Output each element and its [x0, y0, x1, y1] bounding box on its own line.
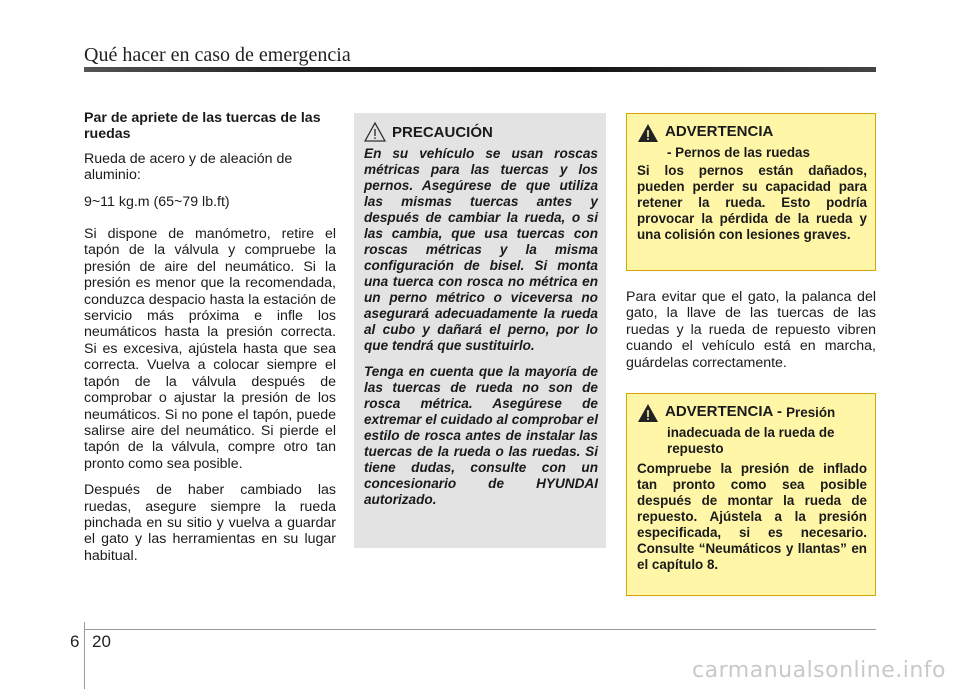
caution-triangle-icon [364, 122, 386, 142]
watermark: carmanualsonline.info [692, 658, 946, 683]
footer-rule [84, 629, 876, 630]
section-number: 6 [70, 632, 80, 651]
warning2-title-text: ADVERTENCIA - [665, 403, 782, 420]
warning-box-spare-pressure [626, 393, 876, 596]
warning2-text: Compruebe la presión de inflado tan pronto como sea posible después de montar la rueda de repuesto. Ajústela a la presión especificada, si es necesario. Consulte “Neumáticos y llantas” en el capítulo 8. [637, 461, 867, 572]
stow-paragraph: Después de haber cambiado las ruedas, asegure siempre la rueda pinchada en su sitio y vuelva a guardar el gato y las herramientas en su lugar habitual. [84, 482, 336, 564]
wheel-type: Rueda de acero y de aleación de aluminio: [84, 150, 293, 184]
warning2-title-suffix: Presión [786, 405, 836, 420]
warning-triangle-icon [637, 403, 659, 423]
warning1-title [637, 123, 867, 143]
pressure-paragraph: Si dispone de manómetro, retire el tapón de la válvula y compruebe la presión de aire del neumático. Si la presión es menor que la recomendada, conduzca despacio hasta la estación de servicio más próxima e infle los neumáticos hasta la presión correcta. Si es excesiva, ajústela hasta que sea correcta. Vuelva a colocar siempre el tapón de la válvula después de comprobar o ajustar la presión de los neumáticos. Si no pone el tapón, puede salirse aire del neumático. Si pierde el tapón de la válvula, compre otro tan pronto como sea posible. [84, 226, 336, 472]
torque-heading: Par de apriete de las tuercas de las ruedas [84, 110, 321, 143]
warning2-title [637, 403, 867, 423]
warning2-subtitle: inadecuada de la rueda de repuesto [667, 425, 835, 456]
warning-box-wheel-bolts [626, 113, 876, 271]
torque-value: 9~11 kg.m (65~79 lb.ft) [84, 193, 230, 210]
footer-divider [84, 622, 85, 689]
caution-title-text: PRECAUCIÓN [392, 123, 493, 141]
left-column [84, 110, 336, 574]
caution-paragraph-1: En su vehículo se usan roscas métricas para las tuercas y los pernos. Asegúrese de que utiliza las mismas tuercas antes y después de cambiar la rueda, o si las cambia, que usa tuercas con roscas métricas y la misma configuración de bisel. Si monta una tuerca con rosca no métrica en un perno métrico o viceversa no asegurará adecuadamente la rueda al cubo y dañará el perno, por lo que tendrá que sustituirlo. [364, 146, 598, 353]
warning1-text: Si los pernos están dañados, pueden perder su capacidad para retener la rueda. Esto podría provocar la pérdida de la rueda y una colisión con lesiones graves. [637, 163, 867, 242]
caution-box [354, 113, 606, 548]
warning1-title-text: ADVERTENCIA [665, 123, 774, 140]
stow-jack-paragraph: Para evitar que el gato, la palanca del gato, la llave de las tuercas de las ruedas y la rueda de repuesto vibren cuando el vehículo está en marcha, guárdelas correctamente. [626, 289, 876, 371]
warning-triangle-icon [637, 123, 659, 143]
caution-paragraph-2: Tenga en cuenta que la mayoría de las tuercas de rueda no son de rosca métrica. Asegúrese de extremar el cuidado al comprobar el estilo de rosca antes de instalar las tuercas de la rueda o las ruedas. Si tiene dudas, consulte con un concesionario de HYUNDAI autorizado. [364, 364, 598, 507]
page-number: 20 [92, 632, 111, 651]
page-header-title: Qué hacer en caso de emergencia [84, 44, 351, 66]
warning1-subtitle: - Pernos de las ruedas [667, 145, 810, 160]
header-rule [84, 67, 876, 72]
caution-title [364, 122, 598, 142]
